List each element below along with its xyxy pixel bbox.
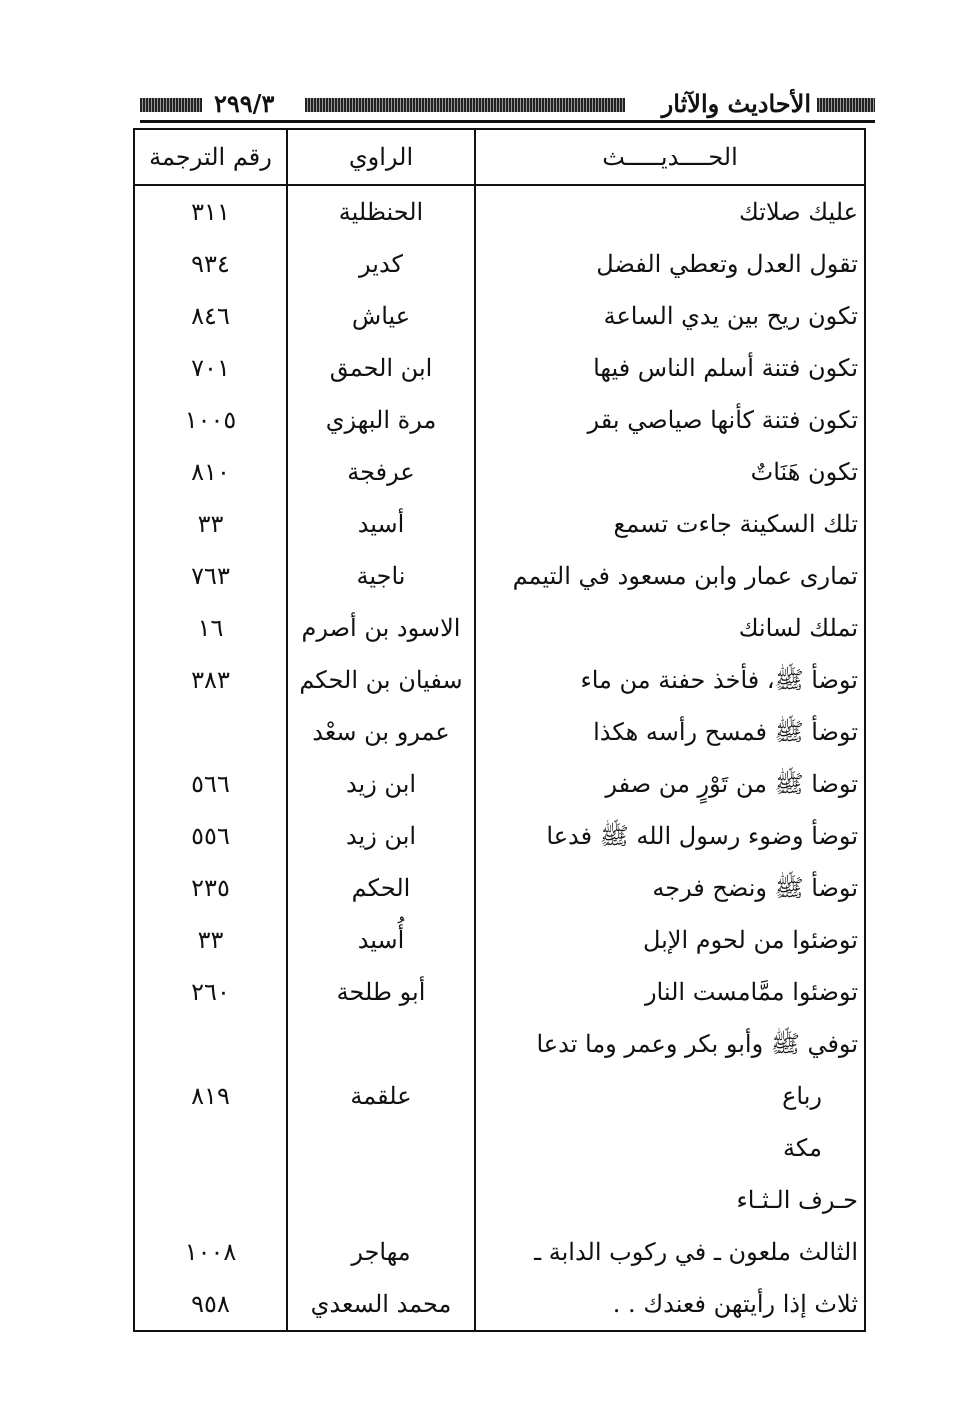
table-row bbox=[134, 1018, 865, 1174]
hadith-text: تلك السكينة جاءت تسمع bbox=[613, 510, 858, 538]
table-row bbox=[134, 966, 865, 1018]
hadith-cell bbox=[475, 290, 865, 342]
header-title: الأحاديث والآثار bbox=[661, 89, 811, 118]
hadith-text: توضأ وضوء رسول الله ﷺ فدعا bbox=[546, 822, 858, 850]
header-ornament-left bbox=[140, 98, 202, 112]
hadith-cell bbox=[475, 758, 865, 810]
hadith-text: تملك لسانك bbox=[738, 614, 858, 642]
narrator-cell: الحنظلية bbox=[287, 185, 475, 238]
section-heading: حـرف الـثـاء bbox=[475, 1174, 865, 1226]
hadith-text: تكون فتنة كأنها صياصي بقر bbox=[587, 406, 858, 434]
header-ornament-middle bbox=[305, 98, 625, 112]
hadith-text: توضا ﷺ من تَوْرٍ من صفر bbox=[605, 770, 858, 798]
hadith-text: توضأ ﷺ ونضح فرجه bbox=[652, 874, 858, 902]
narrator-cell: عمرو بن سعْد bbox=[287, 706, 475, 758]
narrator-cell: ابن الحمق bbox=[287, 342, 475, 394]
translation-number-cell: ٨١٩ bbox=[134, 1018, 287, 1174]
narrator-cell: الحكم bbox=[287, 862, 475, 914]
hadith-cell bbox=[475, 238, 865, 290]
hadith-cell bbox=[475, 602, 865, 654]
table-row bbox=[134, 498, 865, 550]
running-header bbox=[140, 88, 875, 120]
hadith-text: توضئوا من لحوم الإبل bbox=[642, 926, 858, 954]
table-row bbox=[134, 862, 865, 914]
table-row bbox=[134, 290, 865, 342]
hadith-text: تكون هَنَاتٌ bbox=[750, 458, 858, 486]
translation-number-cell: ٢٦٠ bbox=[134, 966, 287, 1018]
narrator-cell: مهاجر bbox=[287, 1226, 475, 1278]
table-body bbox=[134, 185, 865, 1331]
hadith-cell bbox=[475, 862, 865, 914]
hadith-text: تكون ريح بين يدي الساعة bbox=[603, 302, 858, 330]
table-row bbox=[134, 602, 865, 654]
hadith-text: تمارى عمار وابن مسعود في التيمم bbox=[512, 562, 858, 590]
narrator-cell: علقمة bbox=[287, 1018, 475, 1174]
hadith-cell bbox=[475, 810, 865, 862]
hadith-cell bbox=[475, 966, 865, 1018]
narrator-cell: ناجية bbox=[287, 550, 475, 602]
table-row bbox=[134, 342, 865, 394]
hadith-index-table bbox=[133, 128, 866, 1332]
narrator-cell: مرة البهزي bbox=[287, 394, 475, 446]
hadith-cell bbox=[475, 1018, 865, 1174]
hadith-text: تقول العدل وتعطي الفضل bbox=[596, 250, 858, 278]
header-page-number: ٢٩٩/٣ bbox=[214, 89, 275, 118]
hadith-text: توضئوا ممَّامست النار bbox=[644, 978, 858, 1006]
translation-number-cell: ٩٥٨ bbox=[134, 1278, 287, 1331]
hadith-cell bbox=[475, 342, 865, 394]
hadith-text: عليك صلاتك bbox=[739, 198, 858, 226]
hadith-text: الثالث ملعون ـ في ركوب الدابة ـ bbox=[534, 1238, 858, 1266]
hadith-text: توضأ ﷺ فمسح رأسه هكذا bbox=[593, 718, 858, 746]
hadith-cell bbox=[475, 1226, 865, 1278]
narrator-cell: الاسود بن أصرم bbox=[287, 602, 475, 654]
section-row bbox=[134, 1174, 865, 1226]
translation-number-cell: ١٦ bbox=[134, 602, 287, 654]
column-header-translation-number: رقم الترجمة bbox=[134, 129, 287, 185]
translation-number-cell: ٣١١ bbox=[134, 185, 287, 238]
narrator-cell: أبو طلحة bbox=[287, 966, 475, 1018]
table-header-row bbox=[134, 129, 865, 185]
translation-number-cell: ٧٠١ bbox=[134, 342, 287, 394]
hadith-text: توضأ ﷺ، فأخذ حفنة من ماء bbox=[580, 666, 858, 694]
hadith-cell bbox=[475, 446, 865, 498]
translation-number-cell: ٩٣٤ bbox=[134, 238, 287, 290]
hadith-cell bbox=[475, 654, 865, 706]
narrator-cell: محمد السعدي bbox=[287, 1278, 475, 1331]
table-row bbox=[134, 706, 865, 758]
translation-number-cell: ٣٣ bbox=[134, 498, 287, 550]
hadith-text: ثلاث إذا رأيتهن فعندك . . bbox=[612, 1290, 858, 1318]
table-row bbox=[134, 394, 865, 446]
table-row bbox=[134, 914, 865, 966]
table-row bbox=[134, 446, 865, 498]
table-row bbox=[134, 238, 865, 290]
hadith-text: توفي ﷺ وأبو بكر وعمر وما تدعا bbox=[536, 1030, 858, 1058]
table-row bbox=[134, 1278, 865, 1331]
hadith-cell bbox=[475, 185, 865, 238]
hadith-text: مكة bbox=[783, 1134, 822, 1162]
translation-number-cell: ١٠٠٥ bbox=[134, 394, 287, 446]
narrator-cell: عياش bbox=[287, 290, 475, 342]
narrator-cell: ابن زيد bbox=[287, 810, 475, 862]
translation-number-cell: ٣٣ bbox=[134, 914, 287, 966]
translation-number-cell: ٣٨٣ bbox=[134, 654, 287, 706]
hadith-cell bbox=[475, 706, 865, 758]
translation-number-cell: ١٠٠٨ bbox=[134, 1226, 287, 1278]
header-ornament-right bbox=[817, 98, 875, 112]
translation-number-cell: ٥٥٦ bbox=[134, 810, 287, 862]
empty-cell bbox=[134, 1174, 287, 1226]
table-row bbox=[134, 185, 865, 238]
hadith-text: رباع bbox=[782, 1082, 822, 1110]
narrator-cell: سفيان بن الحكم bbox=[287, 654, 475, 706]
hadith-cell bbox=[475, 550, 865, 602]
translation-number-cell: ٥٦٦ bbox=[134, 758, 287, 810]
narrator-cell: أُسيد bbox=[287, 914, 475, 966]
column-header-narrator: الراوي bbox=[287, 129, 475, 185]
header-rule bbox=[140, 120, 875, 123]
column-header-hadith: الحــــديـــــث bbox=[475, 129, 865, 185]
hadith-text: تكون فتنة أسلم الناس فيها bbox=[593, 354, 858, 382]
table-row bbox=[134, 758, 865, 810]
translation-number-cell: ٢٣٥ bbox=[134, 862, 287, 914]
table-row bbox=[134, 550, 865, 602]
translation-number-cell: ٨٤٦ bbox=[134, 290, 287, 342]
hadith-cell bbox=[475, 498, 865, 550]
translation-number-cell: ٧٦٣ bbox=[134, 550, 287, 602]
narrator-cell: كدير bbox=[287, 238, 475, 290]
translation-number-cell bbox=[134, 706, 287, 758]
translation-number-cell: ٨١٠ bbox=[134, 446, 287, 498]
hadith-cell bbox=[475, 914, 865, 966]
narrator-cell: عرفجة bbox=[287, 446, 475, 498]
table-row bbox=[134, 654, 865, 706]
narrator-cell: أسيد bbox=[287, 498, 475, 550]
hadith-cell bbox=[475, 1278, 865, 1331]
table-row bbox=[134, 810, 865, 862]
hadith-cell bbox=[475, 394, 865, 446]
table-row bbox=[134, 1226, 865, 1278]
empty-cell bbox=[287, 1174, 475, 1226]
narrator-cell: ابن زيد bbox=[287, 758, 475, 810]
